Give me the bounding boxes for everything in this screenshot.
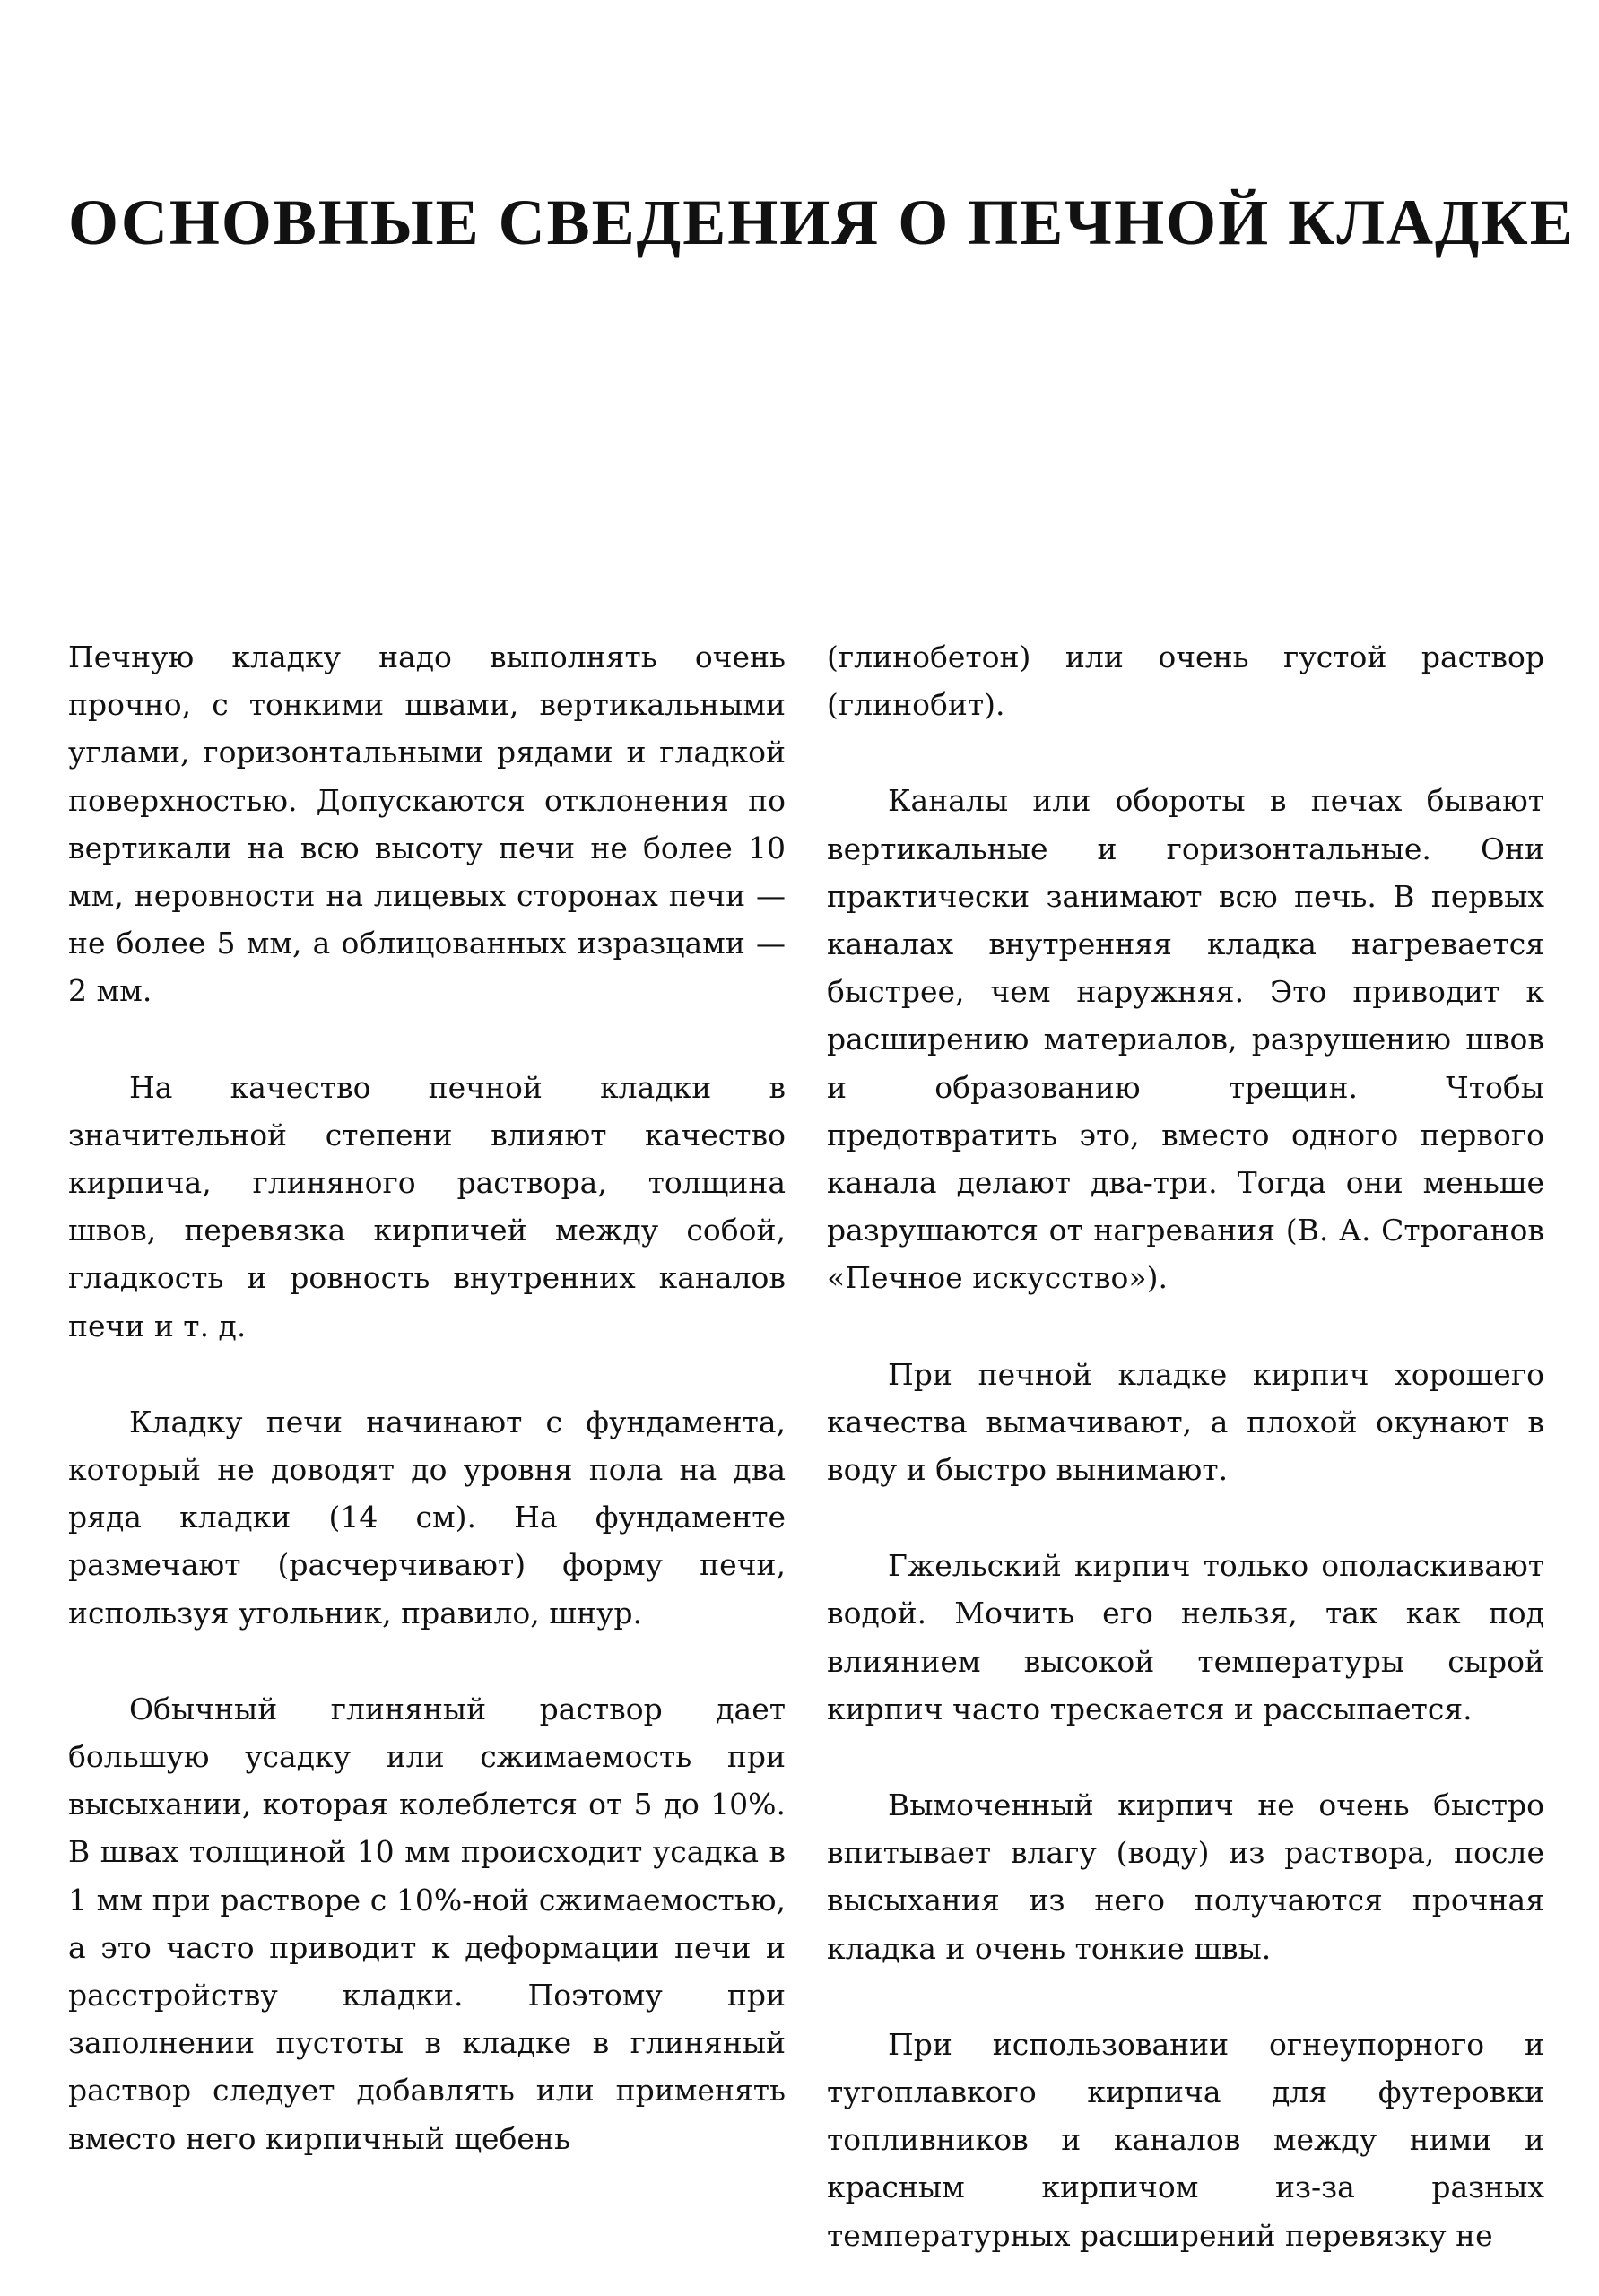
paragraph: Гжельский кирпич только ополаскивают водой. Мочить его нельзя, так как под влиянием высокой температуры сырой кирпич часто трескается и рассыпается.	[827, 1548, 1544, 1726]
paragraph: Обычный глиняный раствор дает большую усадку или сжимаемость при высыхании, которая колеблется от 5 до 10%. В швах толщиной 10 мм происходит усадка в 1 мм при растворе с 10%-ной сжимаемостью, а это часто приводит к деформации печи и расстройству кладки. Поэтому при заполнении пустоты в кладке в глиняный раствор следует добавлять или применять вместо него кирпичный щебень	[68, 1691, 786, 2156]
right-text-column	[827, 633, 1544, 2259]
paragraph: Кладку печи начинают с фундамента, который не доводят до уровня пола на два ряда кладки (14 см). На фундаменте размечают (расчерчивают) форму печи, используя угольник, правило, шнур.	[68, 1404, 786, 1631]
paragraph: При печной кладке кирпич хорошего качества вымачивают, а плохой окунают в воду и быстро вынимают.	[827, 1356, 1544, 1488]
left-text-column	[68, 633, 786, 2162]
paragraph: При использовании огнеупорного и тугоплавкого кирпича для футеровки топливников и каналов между ними и красным кирпичом из-за разных температурных расширений перевязку не	[827, 2026, 1544, 2253]
paragraph: Вымоченный кирпич не очень быстро впитывает влагу (воду) из раствора, после высыхания из него получаются прочная кладка и очень тонкие швы.	[827, 1787, 1544, 1966]
paragraph: Каналы или обороты в печах бывают вертикальные и горизонтальные. Они практически занимают всю печь. В первых каналах внутренняя кладка нагревается быстрее, чем наружняя. Это приводит к расширению материалов, разрушению швов и образованию трещин. Чтобы предотвратить это, вместо одного первого канала делают два-три. Тогда они меньше разрушаются от нагревания (В. А. Строганов «Печное искусство»).	[827, 783, 1544, 1296]
paragraph: На качество печной кладки в значительной степени влияют качество кирпича, глиняного раствора, толщина швов, перевязка кирпичей между собой, гладкость и ровность внутренних каналов печи и т. д.	[68, 1069, 786, 1344]
paragraph-continuation: (глинобетон) или очень густой раствор (глинобит).	[827, 639, 1544, 723]
page-title: ОСНОВНЫЕ СВЕДЕНИЯ О ПЕЧНОЙ КЛАДКЕ	[68, 187, 1575, 258]
paragraph: Печную кладку надо выполнять очень прочно, с тонкими швами, вертикальными углами, горизонтальными рядами и гладкой поверхностью. Допускаются отклонения по вертикали на всю высоту печи не более 10 мм, неровности на лицевых сторонах печи — не более 5 мм, а облицованных изразцами —2 мм.	[68, 639, 786, 1009]
